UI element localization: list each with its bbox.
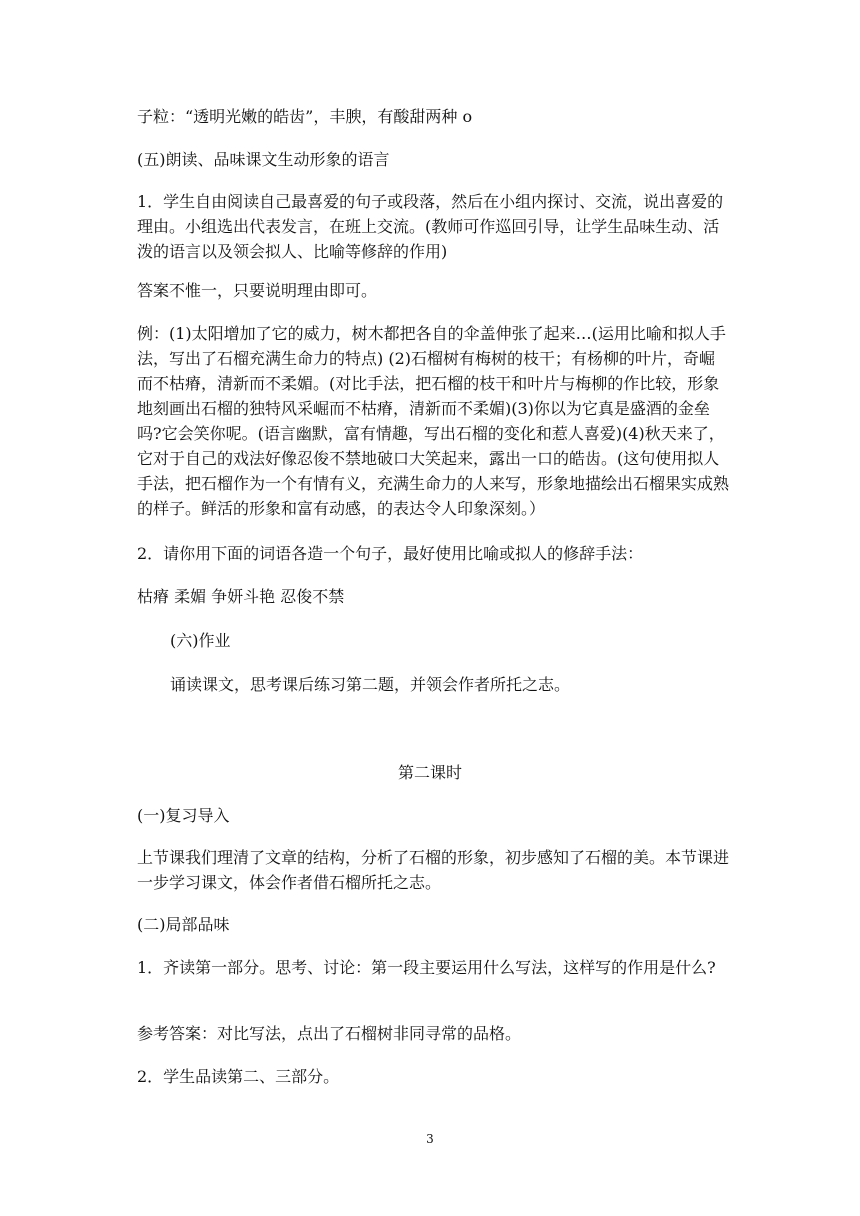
paragraph-homework: 诵读课文，思考课后练习第二题，并领会作者所托之志。 bbox=[170, 675, 571, 694]
paragraph-sentence-task: 2．请你用下面的词语各造一个句子，最好使用比喻或拟人的修辞手法： bbox=[137, 544, 644, 563]
paragraph-discussion: 1．齐读第一部分。思考、讨论：第一段主要运用什么写法，这样写的作用是什么? bbox=[137, 958, 716, 977]
page-number: 3 bbox=[426, 1132, 434, 1146]
paragraph-reading-parts: 2．学生品读第二、三部分。 bbox=[137, 1067, 340, 1086]
paragraph-examples: 例：(1)太阳增加了它的威力，树木都把各自的伞盖伸张了起来…(运用比喻和拟人手法，写出了石榴充满生命力的特点) (2)石榴树有梅树的枝干；有杨柳的叶片，奇崛而不枯瘠，清新而不柔媚。(对比手法，把石榴的枝干和叶片与梅柳的作比较，形象地刻画出石榴的独特风采崛而不枯瘠，清新而不柔媚)(3)你以为它真是盛酒的金垒吗?它会笑你呢。(语言幽默，富有情趣，写出石榴的变化和惹人喜爱)(4)秋天来了，它对于自己的戏法好像忍俊不禁地破口大笑起来，露出一口的皓齿。(这句使用拟人手法，把石榴作为一个有情有义，充满生命力的人来写，形象地描绘出石榴果实成熟的样子。鲜活的形象和富有动感，的表达令人印象深刻。） bbox=[137, 324, 730, 518]
paragraph-review: 上节课我们理清了文章的结构，分析了石榴的形象，初步感知了石榴的美。本节课进一步学习课文，体会作者借石榴所托之志。 bbox=[137, 848, 730, 892]
heading-review: (一)复习导入 bbox=[137, 806, 230, 825]
paragraph-answer-note: 答案不惟一，只要说明理由即可。 bbox=[137, 281, 378, 300]
heading-homework: (六)作业 bbox=[170, 631, 231, 650]
heading-second-lesson: 第二课时 bbox=[397, 763, 462, 782]
heading-partial-reading: (二)局部品味 bbox=[137, 915, 230, 934]
paragraph-seed-description: 子粒：“透明光嫩的皓齿”，丰腴，有酸甜两种 o bbox=[137, 107, 473, 126]
paragraph-reference-answer: 参考答案：对比写法，点出了石榴树非同寻常的品格。 bbox=[137, 1024, 522, 1043]
heading-section-five: (五)朗读、品味课文生动形象的语言 bbox=[137, 150, 390, 169]
paragraph-word-list: 枯瘠 柔媚 争妍斗艳 忍俊不禁 bbox=[137, 587, 345, 606]
paragraph-reading-activity: 1．学生自由阅读自己最喜爱的句子或段落，然后在小组内探讨、交流，说出喜爱的理由。小组选出代表发言，在班上交流。(教师可作巡回引导，让学生品味生动、活泼的语言以及领会拟人、比喻等修辞的作用) bbox=[137, 192, 724, 261]
